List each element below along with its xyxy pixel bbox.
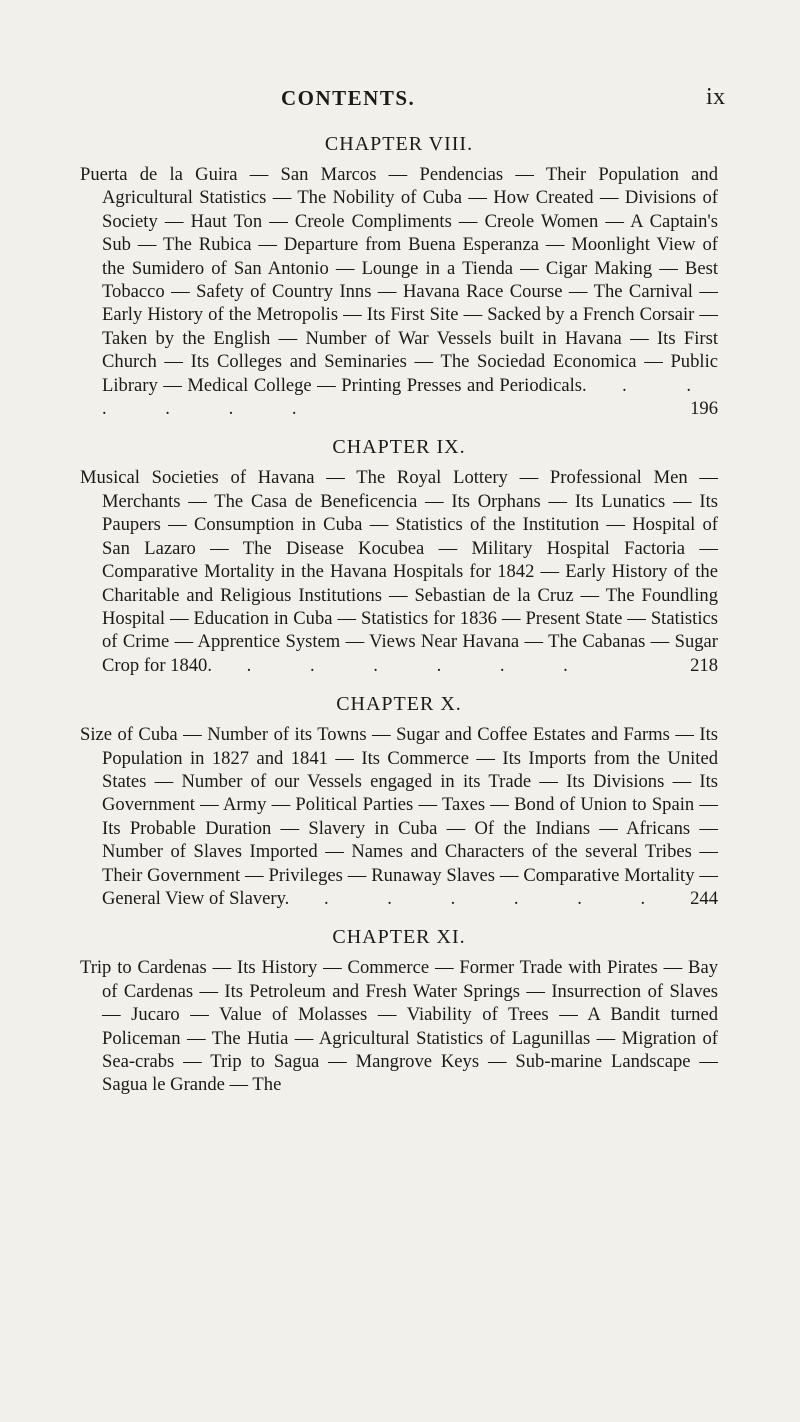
- chapter-entry: [80, 691, 718, 910]
- contents-list: [80, 131, 718, 1111]
- chapter-summary-text: Puerta de la Guira — San Marcos — Pendencias — Their Population and Agricultural Statistics — The Nobility of Cuba — How Created — Divisions of Society — Haut Ton — Creole Compliments — Creole Women — A Captain's Sub — The Rubica — Departure from Buena Esperanza — Moonlight View of the Sumidero of San Antonio — Lounge in a Tienda — Cigar Making — Best Tobacco — Safety of Country Inns — Havana Race Course — The Carnival — Early History of the Metropolis — Its First Site — Sacked by a French Corsair — Taken by the English — Number of War Vessels built in Havana — Its First Church — Its Colleges and Seminaries — The Sociedad Economica — Public Library — Medical College — Printing Presses and Periodicals.: [80, 164, 718, 396]
- chapter-heading: CHAPTER VIII.: [324, 133, 474, 155]
- chapter-entry: [80, 131, 718, 420]
- chapter-summary: [80, 163, 718, 420]
- page-reference: 218: [690, 654, 718, 676]
- chapter-entry: [80, 434, 718, 677]
- running-head-title: CONTENTS.: [281, 86, 416, 110]
- chapter-heading: CHAPTER XI.: [332, 926, 466, 949]
- dot-leader: . . . . . .: [102, 374, 718, 420]
- page-reference: 244: [690, 887, 718, 909]
- chapter-heading: CHAPTER IX.: [332, 436, 466, 459]
- chapter-summary-text: Size of Cuba — Number of its Towns — Sugar and Coffee Estates and Farms — Its Population in 1827 and 1841 — Its Commerce — Its Imports from the United States — Number of our Vessels engaged in its Trade — Its Divisions — Its Government — Army — Political Parties — Taxes — Bond of Union to Spain — Its Probable Duration — Slavery in Cuba — Of the Indians — Africans — Number of Slaves Imported — Names and Characters of the several Tribes — Their Government — Privileges — Runaway Slaves — Comparative Mortality — General View of Slavery.: [80, 724, 718, 909]
- page-reference: 196: [690, 398, 718, 420]
- chapter-entry: [80, 924, 718, 1096]
- chapter-summary-text: Trip to Cardenas — Its History — Commerce — Former Trade with Pirates — Bay of Cardenas — Its Petroleum and Fresh Water Springs — Insurrection of Slaves — Jucaro — Value of Molasses — Viability of Trees — A Bandit turned Policeman — The Hutia — Agricultural Statistics of Lagunillas — Migration of Sea-crabs — Trip to Sagua — Mangrove Keys — Sub-marine Landscape — Sagua le Grande — The: [80, 957, 718, 1096]
- dot-leader: . . . . . .: [246, 654, 595, 676]
- chapter-summary: [80, 723, 718, 910]
- chapter-summary: [80, 466, 718, 677]
- chapter-summary: [80, 956, 718, 1096]
- running-head: [0, 86, 800, 112]
- chapter-summary-text: Musical Societies of Havana — The Royal Lottery — Professional Men — Merchants — The Casa de Beneficencia — Its Orphans — Its Lunatics — Its Paupers — Consumption in Cuba — Statistics of the Institution — Hospital of San Lazaro — The Disease Kocubea — Military Hospital Factoria — Comparative Mortality in the Havana Hospitals for 1842 — Early History of the Charitable and Religious Institutions — Sebastian de la Cruz — The Foundling Hospital — Education in Cuba — Statistics for 1836 — Present State — Statistics of Crime — Apprentice System — Views Near Havana — The Cabanas — Sugar Crop for 1840.: [80, 467, 718, 676]
- chapter-heading: CHAPTER X.: [336, 693, 462, 716]
- running-head-page-number: ix: [706, 84, 726, 110]
- dot-leader: . . . . . .: [324, 887, 673, 909]
